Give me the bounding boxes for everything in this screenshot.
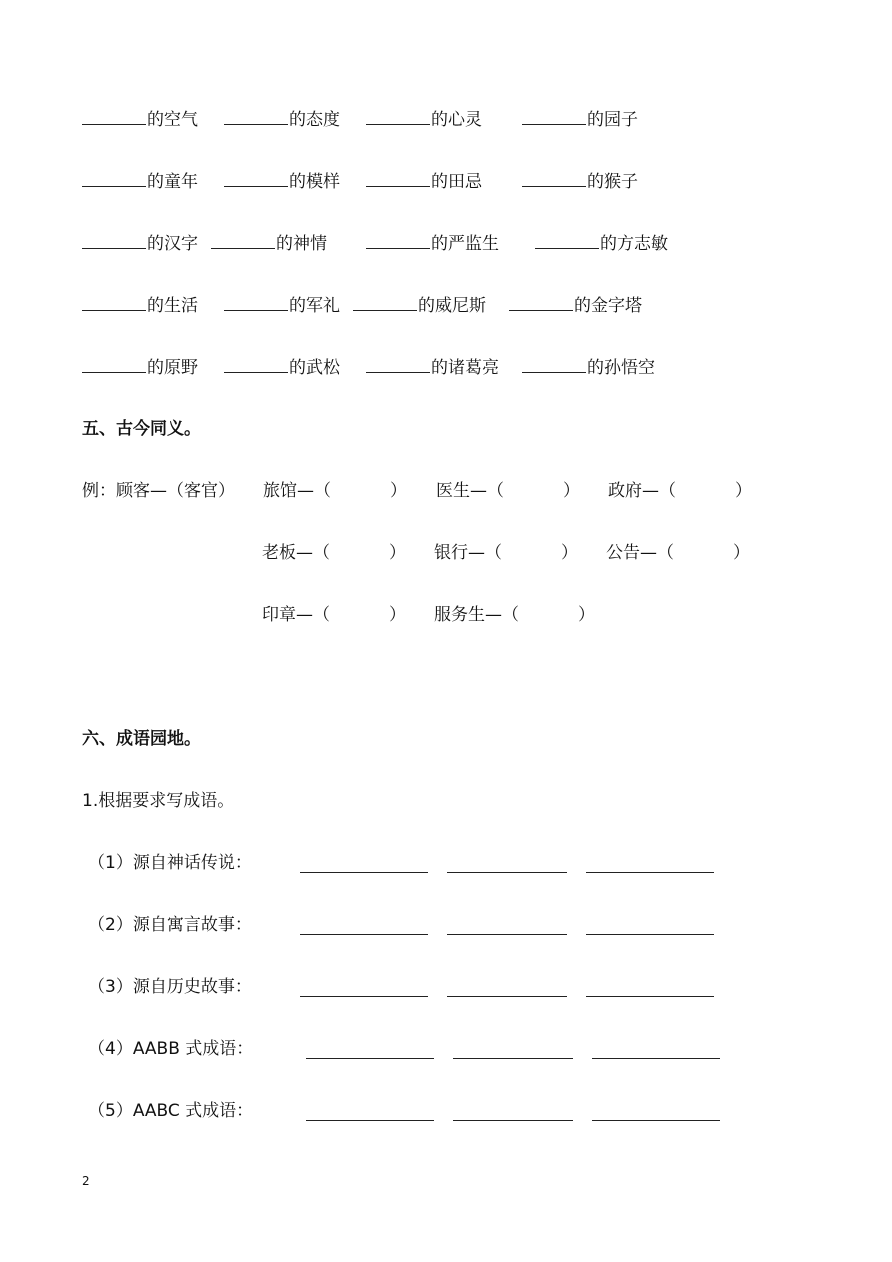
phrase-text: 的汉字 <box>147 234 198 254</box>
phrase-row <box>366 108 482 131</box>
phrase-row <box>366 232 499 255</box>
answer-blank[interactable] <box>82 170 146 187</box>
close-paren: ） <box>735 481 752 501</box>
phrase-text: 的威尼斯 <box>418 296 486 316</box>
phrase-text: 的空气 <box>147 110 198 130</box>
answer-blank[interactable] <box>211 232 275 249</box>
answer-line[interactable] <box>453 1058 573 1059</box>
subquestion-label: （3）源自历史故事： <box>88 977 252 997</box>
phrase-row <box>224 294 340 317</box>
answer-blank[interactable] <box>522 108 586 125</box>
answer-blank[interactable] <box>509 294 573 311</box>
phrase-row <box>82 232 198 255</box>
answer-blank[interactable] <box>522 356 586 373</box>
phrase-row <box>224 108 340 131</box>
phrase-row <box>522 108 638 131</box>
synonym-item-label: 政府—（ <box>608 481 676 501</box>
answer-blank[interactable] <box>522 170 586 187</box>
phrase-row <box>522 170 638 193</box>
answer-line[interactable] <box>306 1058 434 1059</box>
phrase-row <box>509 294 642 317</box>
phrase-text: 的方志敏 <box>600 234 668 254</box>
phrase-row <box>224 170 340 193</box>
phrase-text: 的田忌 <box>431 172 482 192</box>
question-text: 1.根据要求写成语。 <box>82 791 235 811</box>
close-paren: ） <box>390 481 407 501</box>
phrase-text: 的模样 <box>289 172 340 192</box>
answer-blank[interactable] <box>82 232 146 249</box>
synonym-item-label: 印章—（ <box>262 605 330 625</box>
answer-blank[interactable] <box>366 356 430 373</box>
phrase-text: 的严监生 <box>431 234 499 254</box>
subquestion-label: （5）AABC 式成语： <box>88 1101 254 1121</box>
answer-line[interactable] <box>586 996 714 997</box>
synonym-item-label: 服务生—（ <box>434 605 519 625</box>
phrase-text: 的童年 <box>147 172 198 192</box>
close-paren: ） <box>578 605 595 625</box>
phrase-row <box>82 170 198 193</box>
phrase-text: 的武松 <box>289 358 340 378</box>
phrase-text: 的军礼 <box>289 296 340 316</box>
answer-blank[interactable] <box>82 356 146 373</box>
answer-blank[interactable] <box>82 108 146 125</box>
phrase-row <box>211 232 327 255</box>
answer-blank[interactable] <box>366 170 430 187</box>
close-paren: ） <box>563 481 580 501</box>
answer-blank[interactable] <box>224 170 288 187</box>
phrase-text: 的孙悟空 <box>587 358 655 378</box>
close-paren: ） <box>389 605 406 625</box>
close-paren: ） <box>389 543 406 563</box>
answer-line[interactable] <box>306 1120 434 1121</box>
phrase-text: 的神情 <box>276 234 327 254</box>
answer-blank[interactable] <box>366 108 430 125</box>
phrase-row <box>353 294 486 317</box>
answer-blank[interactable] <box>366 232 430 249</box>
answer-blank[interactable] <box>224 108 288 125</box>
answer-line[interactable] <box>592 1058 720 1059</box>
phrase-text: 的诸葛亮 <box>431 358 499 378</box>
synonym-item-label: 公告—（ <box>606 543 674 563</box>
synonym-item-label: 银行—（ <box>434 543 502 563</box>
answer-line[interactable] <box>300 934 428 935</box>
phrase-text: 的心灵 <box>431 110 482 130</box>
answer-line[interactable] <box>586 872 714 873</box>
phrase-text: 的态度 <box>289 110 340 130</box>
subquestion-label: （1）源自神话传说： <box>88 853 252 873</box>
answer-line[interactable] <box>447 996 567 997</box>
answer-blank[interactable] <box>224 356 288 373</box>
phrase-row <box>522 356 655 379</box>
phrase-row <box>82 108 198 131</box>
synonym-item-label: 老板—（ <box>262 543 330 563</box>
subquestion-label: （4）AABB 式成语： <box>88 1039 254 1059</box>
phrase-row <box>82 356 198 379</box>
page-number: 2 <box>82 1174 90 1188</box>
phrase-row <box>366 356 499 379</box>
phrase-text: 的园子 <box>587 110 638 130</box>
phrase-text: 的金字塔 <box>574 296 642 316</box>
answer-line[interactable] <box>453 1120 573 1121</box>
example-text: 例：顾客—（客官） <box>82 481 235 501</box>
answer-line[interactable] <box>447 934 567 935</box>
answer-line[interactable] <box>300 996 428 997</box>
phrase-text: 的生活 <box>147 296 198 316</box>
answer-line[interactable] <box>300 872 428 873</box>
close-paren: ） <box>561 543 578 563</box>
phrase-text: 的原野 <box>147 358 198 378</box>
answer-blank[interactable] <box>353 294 417 311</box>
answer-blank[interactable] <box>535 232 599 249</box>
section-heading: 五、古今同义。 <box>82 419 201 439</box>
answer-blank[interactable] <box>82 294 146 311</box>
synonym-item-label: 旅馆—（ <box>263 481 331 501</box>
phrase-row <box>224 356 340 379</box>
phrase-text: 的猴子 <box>587 172 638 192</box>
section-heading: 六、成语园地。 <box>82 729 201 749</box>
phrase-row <box>535 232 668 255</box>
answer-line[interactable] <box>586 934 714 935</box>
answer-line[interactable] <box>447 872 567 873</box>
synonym-item-label: 医生—（ <box>436 481 504 501</box>
answer-line[interactable] <box>592 1120 720 1121</box>
phrase-row <box>82 294 198 317</box>
subquestion-label: （2）源自寓言故事： <box>88 915 252 935</box>
phrase-row <box>366 170 482 193</box>
answer-blank[interactable] <box>224 294 288 311</box>
close-paren: ） <box>733 543 750 563</box>
